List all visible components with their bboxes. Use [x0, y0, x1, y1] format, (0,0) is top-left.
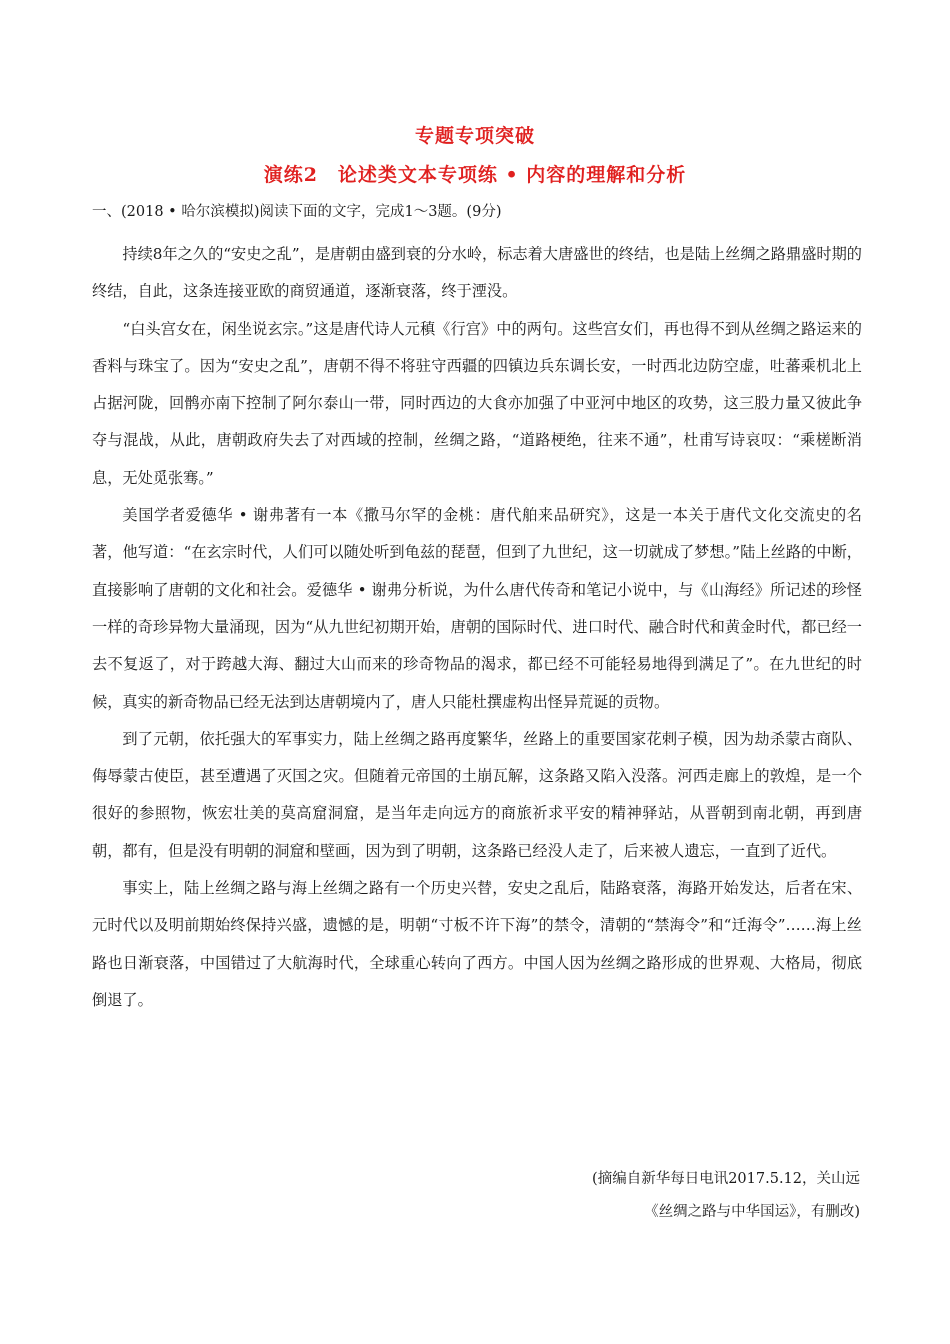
source-citation-line-1: (摘编自新华每日电讯2017.5.12，关山远: [592, 1171, 860, 1187]
passage-paragraph-3: 美国学者爱德华 • 谢弗著有一本《撒马尔罕的金桃：唐代舶来品研究》，这是一本关于唐代文化交流史的名著，他写道：“在玄宗时代，人们可以随处听到龟兹的琵琶，但到了九世纪，这一切就成了梦想。”陆上丝路的中断，直接影响了唐朝的文化和社会。爱德华 • 谢弗分析说，为什么唐代传奇和笔记小说中，与《山海经》所记述的珍怪一样的奇珍异物大量涌现，因为“从九世纪初期开始，唐朝的国际时代、进口时代、融合时代和黄金时代，都已经一去不复返了，对于跨越大海、翻过大山而来的珍奇物品的渴求，都已经不可能轻易地得到满足了”。在九世纪的时候，真实的新奇物品已经无法到达唐朝境内了，唐人只能杜撰虚构出怪异荒诞的贡物。: [92, 506, 862, 711]
passage-paragraph-1: 持续8年之久的“安史之乱”，是唐朝由盛到衰的分水岭，标志着大唐盛世的终结，也是陆上丝绸之路鼎盛时期的终结，自此，这条连接亚欧的商贸通道，逐渐衰落，终于湮没。: [92, 245, 862, 301]
passage: [92, 236, 862, 1019]
source-citation-line-2: 《丝绸之路与中华国运》，有删改): [644, 1204, 860, 1220]
doc-title: 专题专项突破: [414, 125, 535, 147]
passage-paragraph-5: 事实上，陆上丝绸之路与海上丝绸之路有一个历史兴替，安史之乱后，陆路衰落，海路开始发达，后者在宋、元时代以及明前期始终保持兴盛，遗憾的是，明朝“寸板不许下海”的禁令，清朝的“禁海令”和“迁海令”……海上丝路也日渐衰落，中国错过了大航海时代，全球重心转向了西方。中国人因为丝绸之路形成的世界观、大格局，彻底倒退了。: [92, 879, 862, 1009]
doc-subtitle: 演练2 论述类文本专项练 • 内容的理解和分析: [263, 164, 687, 186]
passage-paragraph-4: 到了元朝，依托强大的军事实力，陆上丝绸之路再度繁华，丝路上的重要国家花剌子模，因为劫杀蒙古商队、侮辱蒙古使臣，甚至遭遇了灭国之灾。但随着元帝国的土崩瓦解，这条路又陷入没落。河西走廊上的敦煌，是一个很好的参照物，恢宏壮美的莫高窟洞窟，是当年走向远方的商旅祈求平安的精神驿站，从晋朝到南北朝，再到唐朝，都有，但是没有明朝的洞窟和壁画，因为到了明朝，这条路已经没人走了，后来被人遗忘，一直到了近代。: [92, 729, 862, 860]
question-intro: 一、(2018 • 哈尔滨模拟)阅读下面的文字，完成1～3题。(9分): [92, 204, 502, 220]
passage-paragraph-2: “白头宫女在，闲坐说玄宗。”这是唐代诗人元稹《行宫》中的两句。这些宫女们，再也得不到从丝绸之路运来的香料与珠宝了。因为“安史之乱”，唐朝不得不将驻守西疆的四镇边兵东调长安，一时西北边防空虚，吐蕃乘机北上占据河陇，回鹘亦南下控制了阿尔泰山一带，同时西边的大食亦加强了中亚河中地区的攻势，这三股力量又彼此争夺与混战，从此，唐朝政府失去了对西域的控制，丝绸之路，“道路梗绝，往来不通”，杜甫写诗哀叹：“乘槎断消息，无处觅张骞。”: [92, 319, 862, 487]
